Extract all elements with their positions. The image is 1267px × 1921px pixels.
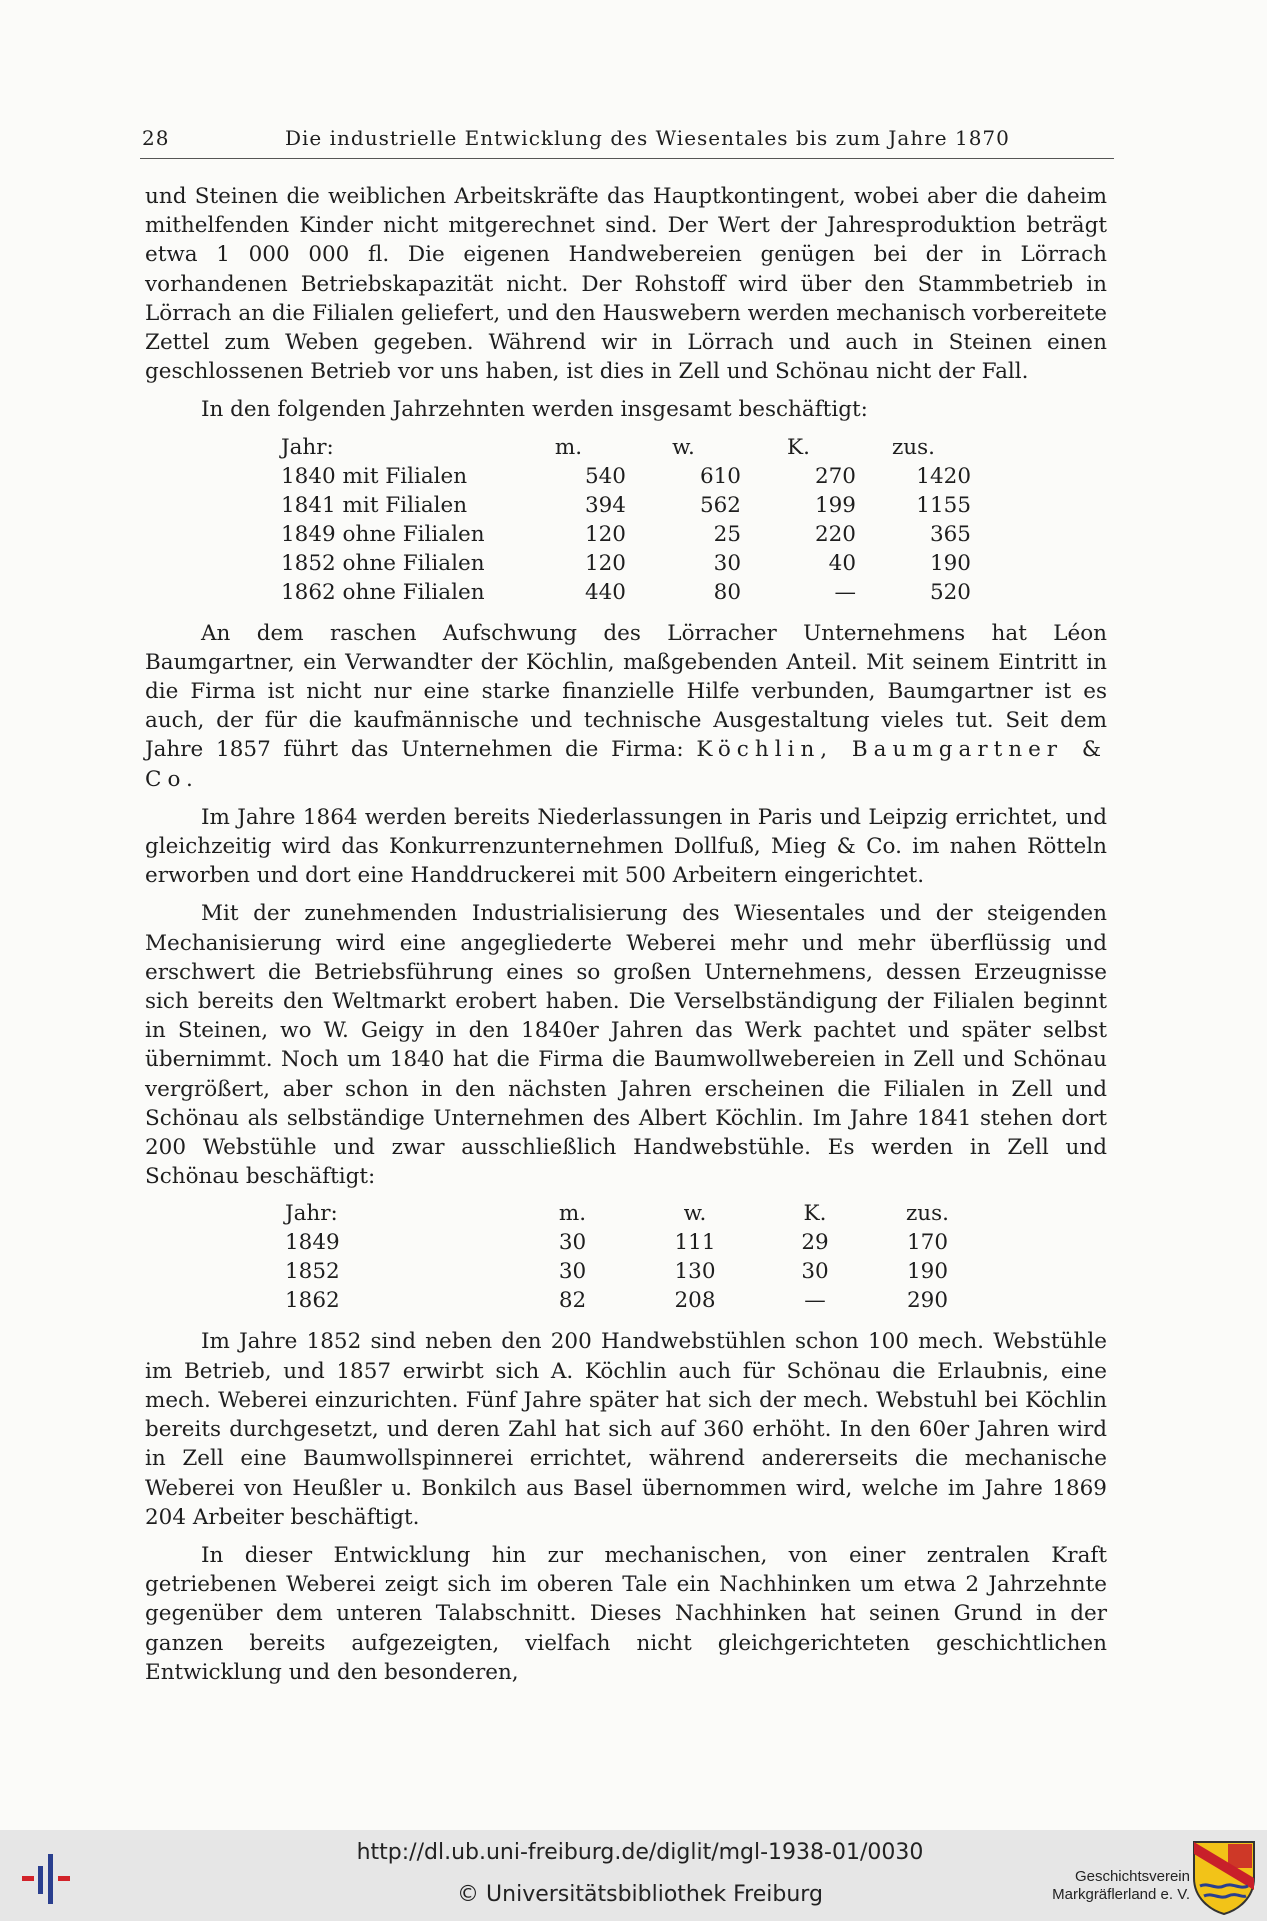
employment-table-2 — [285, 1199, 985, 1315]
table-row — [285, 1286, 985, 1315]
table-cell: 190 — [906, 1259, 949, 1285]
table-cell: 1862 ohne Filialen — [281, 579, 485, 605]
paragraph: Mit der zunehmenden Industrialisierung des Wiesentales und der steigenden Mechanisierung wird eine angegliederte Weberei mehr und mehr überflüssig und erschwert die Betriebsführung eines so großen Unternehmens, dessen Erzeugnisse sich bereits den Weltmarkt erobert haben. Die Verselbständigung der Filialen beginnt in Steinen, wo W. Geigy in den 1840er Jahren das Werk pachtet und später selbst übernimmt. Noch um 1840 hat die Firma die Baumwollwebereien in Zell und Schönau vergrößert, aber schon in den nächsten Jahren erscheinen die Filialen in Zell und Schönau als selbständige Unternehmen des Albert Köchlin. Im Jahre 1841 stehen dort 200 Webstühle und zwar ausschließlich Handwebstühle. Es werden in Zell und Schönau beschäftigt: — [145, 901, 1107, 1190]
table-row — [281, 578, 971, 607]
table-header-row — [281, 433, 971, 462]
table-cell: 120 — [584, 550, 626, 576]
society-name — [1010, 1868, 1190, 1904]
table-header: K. — [787, 434, 810, 460]
table-cell: 365 — [929, 521, 971, 547]
table-cell: 394 — [584, 492, 626, 518]
table-cell: 40 — [828, 550, 856, 576]
table-header: w. — [672, 434, 695, 460]
paragraph: Im Jahre 1864 werden bereits Niederlassungen in Paris und Leipzig errichtet, und gleichzeitig wird das Konkurrenzunternehmen Dollfuß, Mieg & Co. im nahen Rötteln erworben und dort eine Handdruckerei mit 500 Arbeitern eingerichtet. — [145, 804, 1107, 889]
table-cell: 1420 — [916, 463, 971, 489]
table-cell: 1155 — [916, 492, 971, 518]
table-header: w. — [683, 1201, 707, 1227]
table-cell: — — [804, 1288, 826, 1314]
table-cell: 120 — [584, 521, 626, 547]
society-name-line: Geschichtsverein — [1074, 1868, 1190, 1885]
table-cell: 190 — [929, 550, 971, 576]
table-cell: 1849 ohne Filialen — [281, 521, 485, 547]
table-cell: 1840 mit Filialen — [281, 463, 468, 489]
table-cell: 199 — [814, 492, 856, 518]
table-cell: 1852 — [285, 1259, 340, 1285]
table-cell: 170 — [906, 1230, 949, 1256]
table-header: K. — [803, 1201, 827, 1227]
table-cell: 290 — [906, 1288, 949, 1314]
permalink-url[interactable]: http://dl.ub.uni-freiburg.de/diglit/mgl-1938-01/0030 — [356, 1840, 924, 1865]
table-cell: 30 — [558, 1259, 587, 1285]
table-row — [281, 491, 971, 520]
table-cell: 29 — [801, 1230, 829, 1256]
viewer-footer — [0, 1830, 1267, 1921]
ub-freiburg-logo-icon — [22, 1852, 82, 1904]
table-row — [281, 462, 971, 491]
table-cell: 80 — [713, 579, 741, 605]
table-cell: 610 — [699, 463, 741, 489]
society-crest-icon — [1190, 1838, 1258, 1916]
table-cell: 25 — [713, 521, 741, 547]
table-header: Jahr: — [281, 434, 334, 460]
paragraph-text: An dem raschen Aufschwung des Lörracher Unternehmens hat Léon Baumgartner, ein Verwandter der Köchlin, maßgebenden Anteil. Mit seinem Eintritt in die Firma ist nicht nur eine starke finanzielle Hilfe verbunden, Baumgartner ist es auch, der für die kaufmännische und technische Ausgestaltung vieles tut. Seit dem Jahre 1857 führt das Unternehmen die Firma: — [145, 620, 1107, 763]
table-header: Jahr: — [285, 1201, 338, 1227]
table-row — [285, 1228, 985, 1257]
table-cell: 1849 — [285, 1230, 340, 1256]
table-cell: 270 — [814, 463, 856, 489]
table-cell: 82 — [558, 1288, 587, 1314]
table-cell: 540 — [584, 463, 626, 489]
paragraph: In den folgenden Jahrzehnten werden insgesamt beschäftigt: — [201, 397, 868, 423]
society-name-line: Markgräflerland e. V. — [1052, 1886, 1190, 1903]
table-header-row — [285, 1199, 985, 1228]
copyright-notice: © Universitätsbibliothek Freiburg — [457, 1882, 823, 1907]
paragraph: Im Jahre 1852 sind neben den 200 Handwebstühlen schon 100 mech. Webstühle im Betrieb, und 1857 erwirbt sich A. Köchlin auch für Schönau die Erlaubnis, eine mech. Weberei einzurichten. Fünf Jahre später hat sich der mech. Webstuhl bei Köchlin bereits durchgesetzt, und deren Zahl hat sich auf 360 erhöht. In den 60er Jahren wird in Zell eine Baumwollspinnerei errichtet, während andererseits die mechanische Weberei von Heußler u. Bonkilch aus Basel übernommen wird, welche im Jahre 1869 204 Arbeiter beschäftigt. — [145, 1329, 1107, 1530]
table-cell: 208 — [674, 1288, 716, 1314]
table-cell: 30 — [713, 550, 741, 576]
table-header: m. — [554, 434, 583, 460]
table-cell: 1852 ohne Filialen — [281, 550, 485, 576]
running-title: Die industrielle Entwicklung des Wiesentales bis zum Jahre 1870 — [285, 126, 1010, 150]
employment-table-1 — [281, 433, 971, 607]
running-header — [140, 118, 1114, 159]
table-cell: 562 — [699, 492, 741, 518]
table-cell: 30 — [801, 1259, 829, 1285]
table-header: m. — [558, 1201, 587, 1227]
paragraph: In dieser Entwicklung hin zur mechanischen, von einer zentralen Kraft getriebenen Weberei zeigt sich im oberen Tale ein Nachhinken um etwa 2 Jahrzehnte gegenüber dem unteren Talabschnitt. Dieses Nachhinken hat seinen Grund in der ganzen bereits aufgezeigten, vielfach nicht gleichgerichteten geschichtlichen Entwicklung und den besonderen, — [145, 1542, 1107, 1685]
table-cell: — — [834, 579, 856, 605]
table-cell: 1841 mit Filialen — [281, 492, 468, 518]
firm-name: Köchlin, Baumgartner & Co. — [145, 737, 1107, 792]
text-body — [145, 182, 1107, 1687]
page-number: 28 — [142, 126, 170, 150]
table-cell: 130 — [674, 1259, 716, 1285]
table-cell: 440 — [584, 579, 626, 605]
table-cell: 30 — [558, 1230, 587, 1256]
table-row — [281, 549, 971, 578]
table-cell: 1862 — [285, 1288, 340, 1314]
paragraph: und Steinen die weiblichen Arbeitskräfte das Hauptkontingent, wobei aber die daheim mithelfenden Kinder nicht mitgerechnet sind. Der Wert der Jahresproduktion beträgt etwa 1 000 000 fl. Die eigenen Handwebereien genügen bei der in Lörrach vorhandenen Betriebskapazität nicht. Der Rohstoff wird über den Stammbetrieb in Lörrach an die Filialen geliefert, und den Hauswebern werden mechanisch vorbereitete Zettel zum Weben gegeben. Während wir in Lörrach und auch in Steinen einen geschlossenen Betrieb vor uns haben, ist dies in Zell und Schönau nicht der Fall. — [145, 184, 1107, 385]
table-cell: 520 — [929, 579, 971, 605]
table-cell: 220 — [814, 521, 856, 547]
paragraph — [145, 619, 1107, 794]
table-cell: 111 — [674, 1230, 716, 1256]
table-row — [285, 1257, 985, 1286]
table-header: zus. — [891, 434, 936, 460]
table-row — [281, 520, 971, 549]
table-header: zus. — [905, 1201, 950, 1227]
